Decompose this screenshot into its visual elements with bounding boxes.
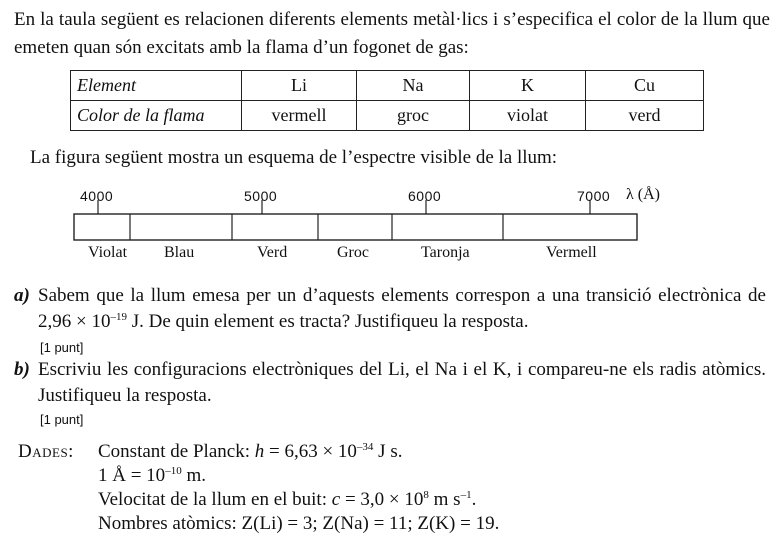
question-b-label: b) [14,359,30,380]
table-cell: K [470,71,586,101]
spectrum-bar [74,214,637,240]
color-label: Violat [88,244,128,261]
question-b-text: Escriviu les configuracions electròniques del Li, el Na i el K, i compareu-ne els radis atòmics. Justifiqueu la resposta. [38,359,766,406]
spectrum-diagram [60,184,700,268]
question-b [14,357,766,409]
question-b-points: [1 punt] [40,412,84,427]
table-cell: vermell [242,101,357,131]
color-label: Groc [337,244,369,261]
color-label: Vermell [546,244,597,261]
question-a-points: [1 punt] [40,340,84,355]
dades-angstrom: 1 Å = $10^{-10}$ m. [98,465,206,486]
tick-label: 5000 [244,188,278,204]
table-row [71,71,704,101]
question-a [14,283,766,335]
table-cell: Color de la flama [71,101,242,131]
table-cell: verd [586,101,704,131]
table-cell: Cu [586,71,704,101]
tick-label: 4000 [80,188,114,204]
color-label: Verd [257,244,288,261]
table-cell: groc [357,101,470,131]
table-cell: Li [242,71,357,101]
tick-label: 6000 [408,188,442,204]
tick-label: 7000 [577,188,611,204]
dades-light-speed: Velocitat de la llum en el buit: $c = 3,0 \times 10^8$ m $s^{-1}$. [98,489,477,510]
dades-planck: Constant de Planck: $h = 6,63 \times 10^{-34}$ J s. [98,441,403,462]
color-label: Blau [164,244,195,261]
table-cell: violat [470,101,586,131]
table-row [71,101,704,131]
intro-paragraph: En la taula següent es relacionen diferents elements metàl·lics i s’especifica el color de la llum que emeten quan són excitats amb la flama d’un fogonet de gas: [14,9,770,58]
color-label: Taronja [421,244,470,261]
question-a-label: a) [14,285,30,306]
table-cell: Na [357,71,470,101]
table-cell: Element [71,71,242,101]
flame-color-table [70,70,704,131]
axis-label: λ (Å) [626,186,660,203]
figure-caption: La figura següent mostra un esquema de l’espectre visible de la llum: [30,147,558,168]
dades-label: Dades: [18,441,74,462]
question-a-text: Sabem que la llum emesa per un d’aquests elements correspon a una transició electrònica de $2,96 \times 10^{-19}$ J. De quin element es tracta? Justifiqueu la resposta. [38,285,766,332]
dades-atomic-numbers: Nombres atòmics: Z(Li) = 3; Z(Na) = 11; Z(K) = 19. [98,513,500,534]
